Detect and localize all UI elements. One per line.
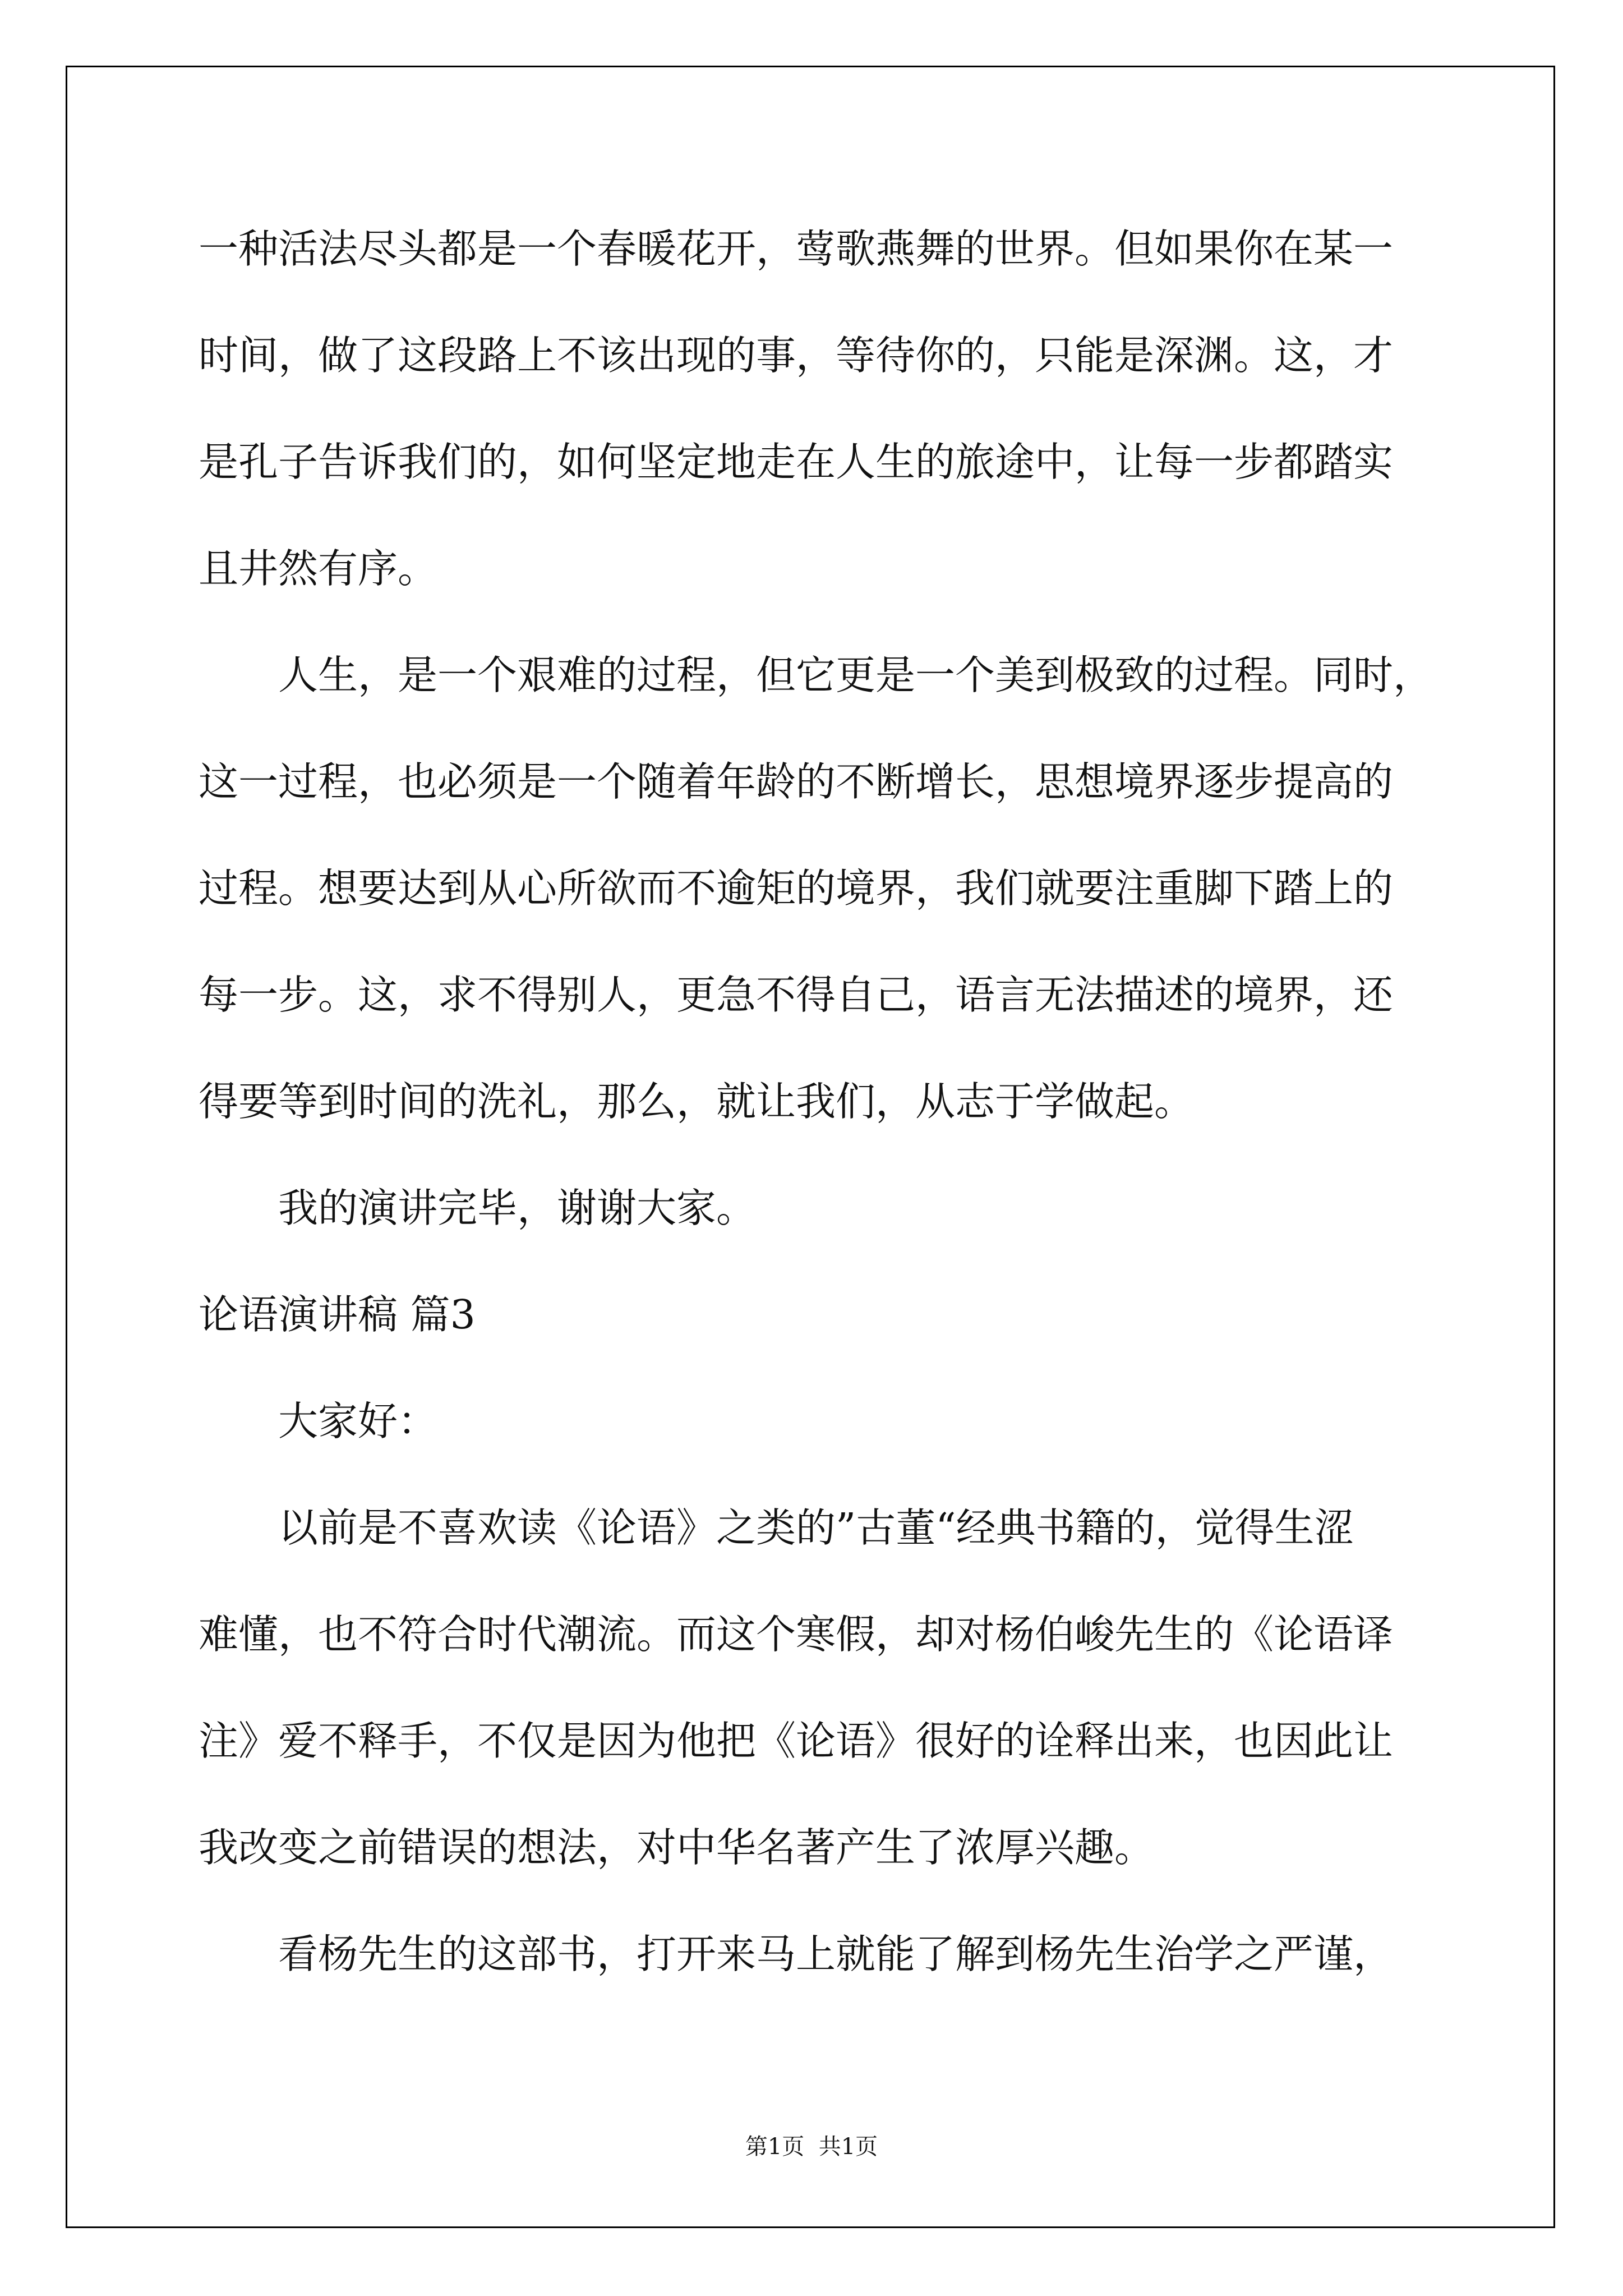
paragraph-line: 看杨先生的这部书，打开来马上就能了解到杨先生治学之严谨，: [278, 1931, 1394, 1977]
paragraph-line: 我改变之前错误的想法，对中华名著产生了浓厚兴趣。: [199, 1824, 1155, 1871]
paragraph-line: 得要等到时间的洗礼，那么，就让我们，从志于学做起。: [199, 1078, 1195, 1125]
paragraph: [199, 1901, 1488, 2008]
section-heading: 论语演讲稿 篇3: [199, 1291, 476, 1338]
paragraph-line: 我的演讲完毕，谢谢大家。: [278, 1185, 757, 1231]
paragraph-line: 是孔子告诉我们的，如何坚定地走在人生的旅途中，让每一步都踏实: [199, 439, 1394, 485]
page-footer: 第1页 共1页: [745, 2134, 878, 2160]
paragraph-line: 这一过程，也必须是一个随着年龄的不断增长，思想境界逐步提高的: [199, 758, 1394, 805]
paragraph-line: 大家好：: [278, 1398, 438, 1444]
paragraph-line: 且井然有序。: [199, 545, 438, 592]
paragraph-line: 每一步。这，求不得别人，更急不得自己，语言无法描述的境界，还: [199, 972, 1394, 1018]
paragraph-line: 一种活法尽头都是一个春暖花开，莺歌燕舞的世界。但如果你在某一: [199, 226, 1394, 272]
paragraph: [199, 1475, 1488, 1901]
paragraph-line: 注》爱不释手，不仅是因为他把《论语》很好的诠释出来，也因此让: [199, 1718, 1394, 1764]
paragraph: [199, 1155, 1488, 1262]
paragraph-line: 以前是不喜欢读《论语》之类的”古董“经典书籍的，觉得生涩: [278, 1504, 1354, 1551]
paragraph-line: 时间，做了这段路上不该出现的事，等待你的，只能是深渊。这，才: [199, 332, 1394, 379]
document-body: [199, 196, 1488, 2008]
paragraph: [199, 196, 1488, 622]
paragraph: [199, 1368, 1488, 1475]
paragraph: [199, 622, 1488, 1155]
paragraph-line: 人生，是一个艰难的过程，但它更是一个美到极致的过程。同时，: [278, 652, 1433, 698]
paragraph-line: 难懂，也不符合时代潮流。而这个寒假，却对杨伯峻先生的《论语译: [199, 1611, 1394, 1658]
paragraph-line: 过程。想要达到从心所欲而不逾矩的境界，我们就要注重脚下踏上的: [199, 865, 1394, 912]
